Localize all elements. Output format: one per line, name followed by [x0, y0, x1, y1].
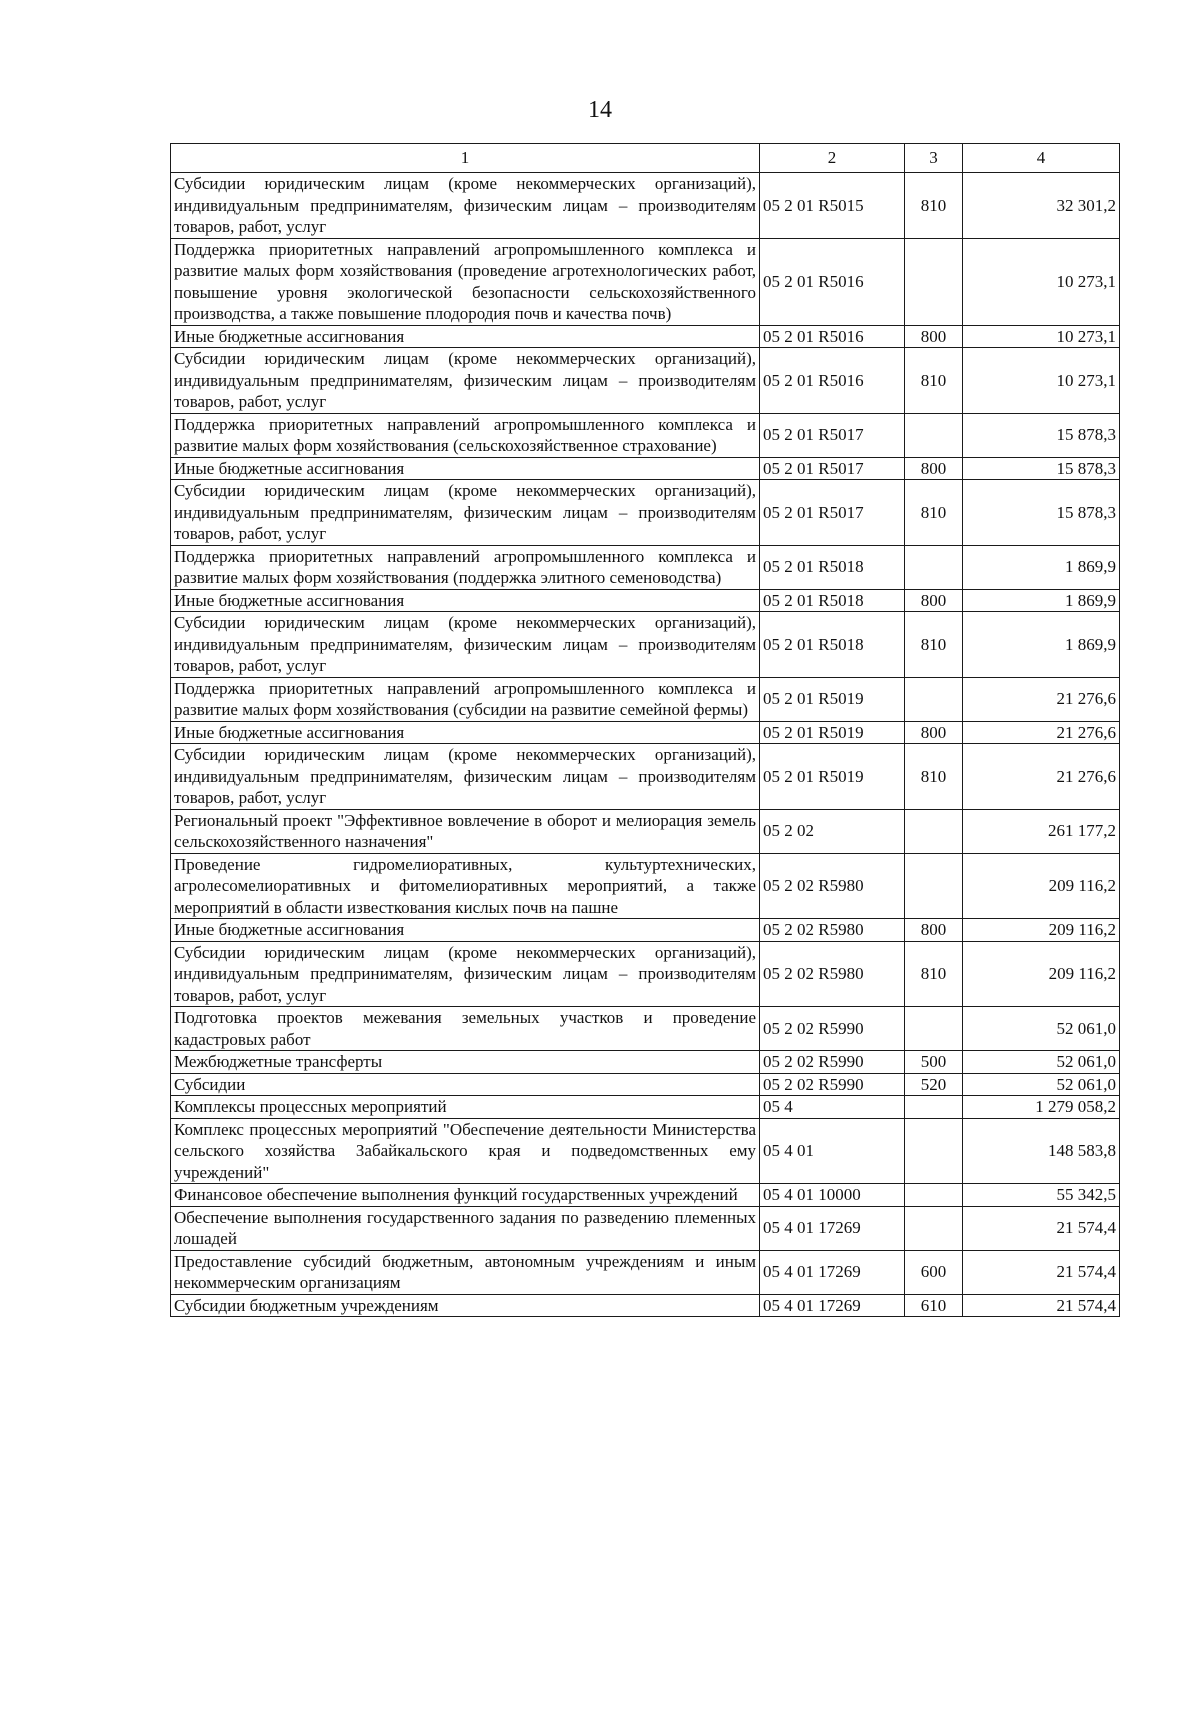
header-cell-name: 1	[171, 144, 760, 173]
row-code-cell: 05 2 01 R5018	[760, 589, 905, 612]
row-code-cell: 05 2 02 R5990	[760, 1051, 905, 1074]
row-amount-cell: 10 273,1	[963, 348, 1120, 414]
header-cell-amount: 4	[963, 144, 1120, 173]
row-amount-cell: 21 574,4	[963, 1250, 1120, 1294]
table-row	[171, 173, 1120, 239]
row-type-cell	[905, 809, 963, 853]
row-name-cell: Субсидии юридическим лицам (кроме некоммерческих организаций), индивидуальным предпринимателям, физическим лицам – производителям товаров, работ, услуг	[171, 941, 760, 1007]
row-type-cell	[905, 1118, 963, 1184]
row-code-cell: 05 2 02 R5990	[760, 1073, 905, 1096]
row-type-cell	[905, 677, 963, 721]
table-row	[171, 744, 1120, 810]
row-name-cell: Поддержка приоритетных направлений агропромышленного комплекса и развитие малых форм хозяйствования (субсидии на развитие семейной фермы)	[171, 677, 760, 721]
header-cell-code: 2	[760, 144, 905, 173]
row-amount-cell: 15 878,3	[963, 480, 1120, 546]
row-code-cell: 05 2 01 R5016	[760, 325, 905, 348]
row-type-cell: 800	[905, 721, 963, 744]
row-code-cell: 05 2 01 R5018	[760, 612, 905, 678]
row-name-cell: Субсидии юридическим лицам (кроме некоммерческих организаций), индивидуальным предпринимателям, физическим лицам – производителям товаров, работ, услуг	[171, 744, 760, 810]
table-row	[171, 1294, 1120, 1317]
row-code-cell: 05 4 01 10000	[760, 1184, 905, 1207]
row-code-cell: 05 4 01	[760, 1118, 905, 1184]
row-name-cell: Комплексы процессных мероприятий	[171, 1096, 760, 1119]
row-code-cell: 05 4 01 17269	[760, 1250, 905, 1294]
row-type-cell	[905, 413, 963, 457]
row-name-cell: Иные бюджетные ассигнования	[171, 589, 760, 612]
row-code-cell: 05 2 01 R5016	[760, 238, 905, 325]
row-amount-cell: 10 273,1	[963, 325, 1120, 348]
row-name-cell: Субсидии	[171, 1073, 760, 1096]
row-code-cell: 05 2 02 R5980	[760, 853, 905, 919]
row-type-cell: 520	[905, 1073, 963, 1096]
row-type-cell	[905, 853, 963, 919]
row-type-cell: 810	[905, 480, 963, 546]
table-row	[171, 1051, 1120, 1074]
row-amount-cell: 209 116,2	[963, 919, 1120, 942]
table-row	[171, 1096, 1120, 1119]
row-type-cell	[905, 1206, 963, 1250]
row-code-cell: 05 2 01 R5015	[760, 173, 905, 239]
table-row	[171, 1118, 1120, 1184]
row-type-cell	[905, 1007, 963, 1051]
row-amount-cell: 55 342,5	[963, 1184, 1120, 1207]
row-name-cell: Комплекс процессных мероприятий "Обеспечение деятельности Министерства сельского хозяйства Забайкальского края и подведомственных ему учреждений"	[171, 1118, 760, 1184]
row-code-cell: 05 2 01 R5019	[760, 721, 905, 744]
row-type-cell: 800	[905, 919, 963, 942]
row-name-cell: Субсидии юридическим лицам (кроме некоммерческих организаций), индивидуальным предпринимателям, физическим лицам – производителям товаров, работ, услуг	[171, 173, 760, 239]
row-amount-cell: 209 116,2	[963, 941, 1120, 1007]
row-code-cell: 05 2 01 R5018	[760, 545, 905, 589]
table-row	[171, 612, 1120, 678]
row-name-cell: Подготовка проектов межевания земельных участков и проведение кадастровых работ	[171, 1007, 760, 1051]
row-code-cell: 05 2 01 R5017	[760, 480, 905, 546]
budget-table	[170, 143, 1120, 1317]
row-code-cell: 05 2 01 R5019	[760, 677, 905, 721]
header-cell-type: 3	[905, 144, 963, 173]
table-row	[171, 1206, 1120, 1250]
row-code-cell: 05 4 01 17269	[760, 1294, 905, 1317]
row-type-cell: 800	[905, 325, 963, 348]
row-code-cell: 05 4	[760, 1096, 905, 1119]
table-row	[171, 941, 1120, 1007]
row-amount-cell: 21 574,4	[963, 1294, 1120, 1317]
table-row	[171, 853, 1120, 919]
table-row	[171, 721, 1120, 744]
row-amount-cell: 1 869,9	[963, 545, 1120, 589]
row-type-cell	[905, 238, 963, 325]
row-amount-cell: 21 276,6	[963, 721, 1120, 744]
row-name-cell: Субсидии юридическим лицам (кроме некоммерческих организаций), индивидуальным предпринимателям, физическим лицам – производителям товаров, работ, услуг	[171, 348, 760, 414]
table-row	[171, 413, 1120, 457]
row-amount-cell: 15 878,3	[963, 457, 1120, 480]
row-amount-cell: 21 276,6	[963, 677, 1120, 721]
row-name-cell: Региональный проект "Эффективное вовлечение в оборот и мелиорация земель сельскохозяйственного назначения"	[171, 809, 760, 853]
table-row	[171, 348, 1120, 414]
table-row	[171, 325, 1120, 348]
table-row	[171, 589, 1120, 612]
row-amount-cell: 1 279 058,2	[963, 1096, 1120, 1119]
row-type-cell: 800	[905, 589, 963, 612]
table-row	[171, 1250, 1120, 1294]
row-type-cell: 610	[905, 1294, 963, 1317]
row-code-cell: 05 2 02	[760, 809, 905, 853]
row-amount-cell: 21 574,4	[963, 1206, 1120, 1250]
row-amount-cell: 148 583,8	[963, 1118, 1120, 1184]
row-type-cell: 810	[905, 612, 963, 678]
row-amount-cell: 52 061,0	[963, 1051, 1120, 1074]
row-name-cell: Обеспечение выполнения государственного задания по разведению племенных лошадей	[171, 1206, 760, 1250]
table-row	[171, 545, 1120, 589]
row-name-cell: Субсидии юридическим лицам (кроме некоммерческих организаций), индивидуальным предпринимателям, физическим лицам – производителям товаров, работ, услуг	[171, 480, 760, 546]
row-type-cell: 810	[905, 173, 963, 239]
row-name-cell: Иные бюджетные ассигнования	[171, 325, 760, 348]
row-amount-cell: 21 276,6	[963, 744, 1120, 810]
row-name-cell: Финансовое обеспечение выполнения функций государственных учреждений	[171, 1184, 760, 1207]
row-type-cell: 810	[905, 348, 963, 414]
row-type-cell	[905, 545, 963, 589]
row-amount-cell: 1 869,9	[963, 589, 1120, 612]
row-type-cell: 810	[905, 744, 963, 810]
row-name-cell: Субсидии бюджетным учреждениям	[171, 1294, 760, 1317]
row-code-cell: 05 2 02 R5990	[760, 1007, 905, 1051]
row-amount-cell: 52 061,0	[963, 1007, 1120, 1051]
row-type-cell: 500	[905, 1051, 963, 1074]
header-row	[171, 144, 1120, 173]
table-row	[171, 809, 1120, 853]
row-amount-cell: 261 177,2	[963, 809, 1120, 853]
table-row	[171, 677, 1120, 721]
row-code-cell: 05 2 02 R5980	[760, 941, 905, 1007]
row-code-cell: 05 4 01 17269	[760, 1206, 905, 1250]
row-amount-cell: 10 273,1	[963, 238, 1120, 325]
table-row	[171, 1073, 1120, 1096]
row-name-cell: Поддержка приоритетных направлений агропромышленного комплекса и развитие малых форм хозяйствования (проведение агротехнологических работ, повышение уровня экологической безопасности сельскохозяйственного производства, а также повышение плодородия почв и качества почв)	[171, 238, 760, 325]
row-name-cell: Поддержка приоритетных направлений агропромышленного комплекса и развитие малых форм хозяйствования (поддержка элитного семеноводства)	[171, 545, 760, 589]
row-code-cell: 05 2 01 R5019	[760, 744, 905, 810]
table-row	[171, 1007, 1120, 1051]
row-name-cell: Поддержка приоритетных направлений агропромышленного комплекса и развитие малых форм хозяйствования (сельскохозяйственное страхование)	[171, 413, 760, 457]
row-code-cell: 05 2 01 R5017	[760, 457, 905, 480]
row-code-cell: 05 2 02 R5980	[760, 919, 905, 942]
row-type-cell: 800	[905, 457, 963, 480]
row-code-cell: 05 2 01 R5016	[760, 348, 905, 414]
table-row	[171, 238, 1120, 325]
row-amount-cell: 209 116,2	[963, 853, 1120, 919]
table-row	[171, 919, 1120, 942]
row-name-cell: Иные бюджетные ассигнования	[171, 721, 760, 744]
table-row	[171, 480, 1120, 546]
row-amount-cell: 15 878,3	[963, 413, 1120, 457]
page-number: 14	[588, 97, 612, 123]
row-type-cell: 810	[905, 941, 963, 1007]
row-type-cell	[905, 1096, 963, 1119]
row-name-cell: Иные бюджетные ассигнования	[171, 457, 760, 480]
row-type-cell	[905, 1184, 963, 1207]
table-row	[171, 1184, 1120, 1207]
table-row	[171, 457, 1120, 480]
row-name-cell: Межбюджетные трансферты	[171, 1051, 760, 1074]
row-name-cell: Иные бюджетные ассигнования	[171, 919, 760, 942]
row-amount-cell: 1 869,9	[963, 612, 1120, 678]
row-type-cell: 600	[905, 1250, 963, 1294]
row-name-cell: Предоставление субсидий бюджетным, автономным учреждениям и иным некоммерческим организациям	[171, 1250, 760, 1294]
table-body	[171, 173, 1120, 1317]
row-amount-cell: 32 301,2	[963, 173, 1120, 239]
row-name-cell: Проведение гидромелиоративных, культуртехнических, агролесомелиоративных и фитомелиоративных мероприятий, а также мероприятий в области известкования кислых почв на пашне	[171, 853, 760, 919]
row-amount-cell: 52 061,0	[963, 1073, 1120, 1096]
row-code-cell: 05 2 01 R5017	[760, 413, 905, 457]
row-name-cell: Субсидии юридическим лицам (кроме некоммерческих организаций), индивидуальным предпринимателям, физическим лицам – производителям товаров, работ, услуг	[171, 612, 760, 678]
